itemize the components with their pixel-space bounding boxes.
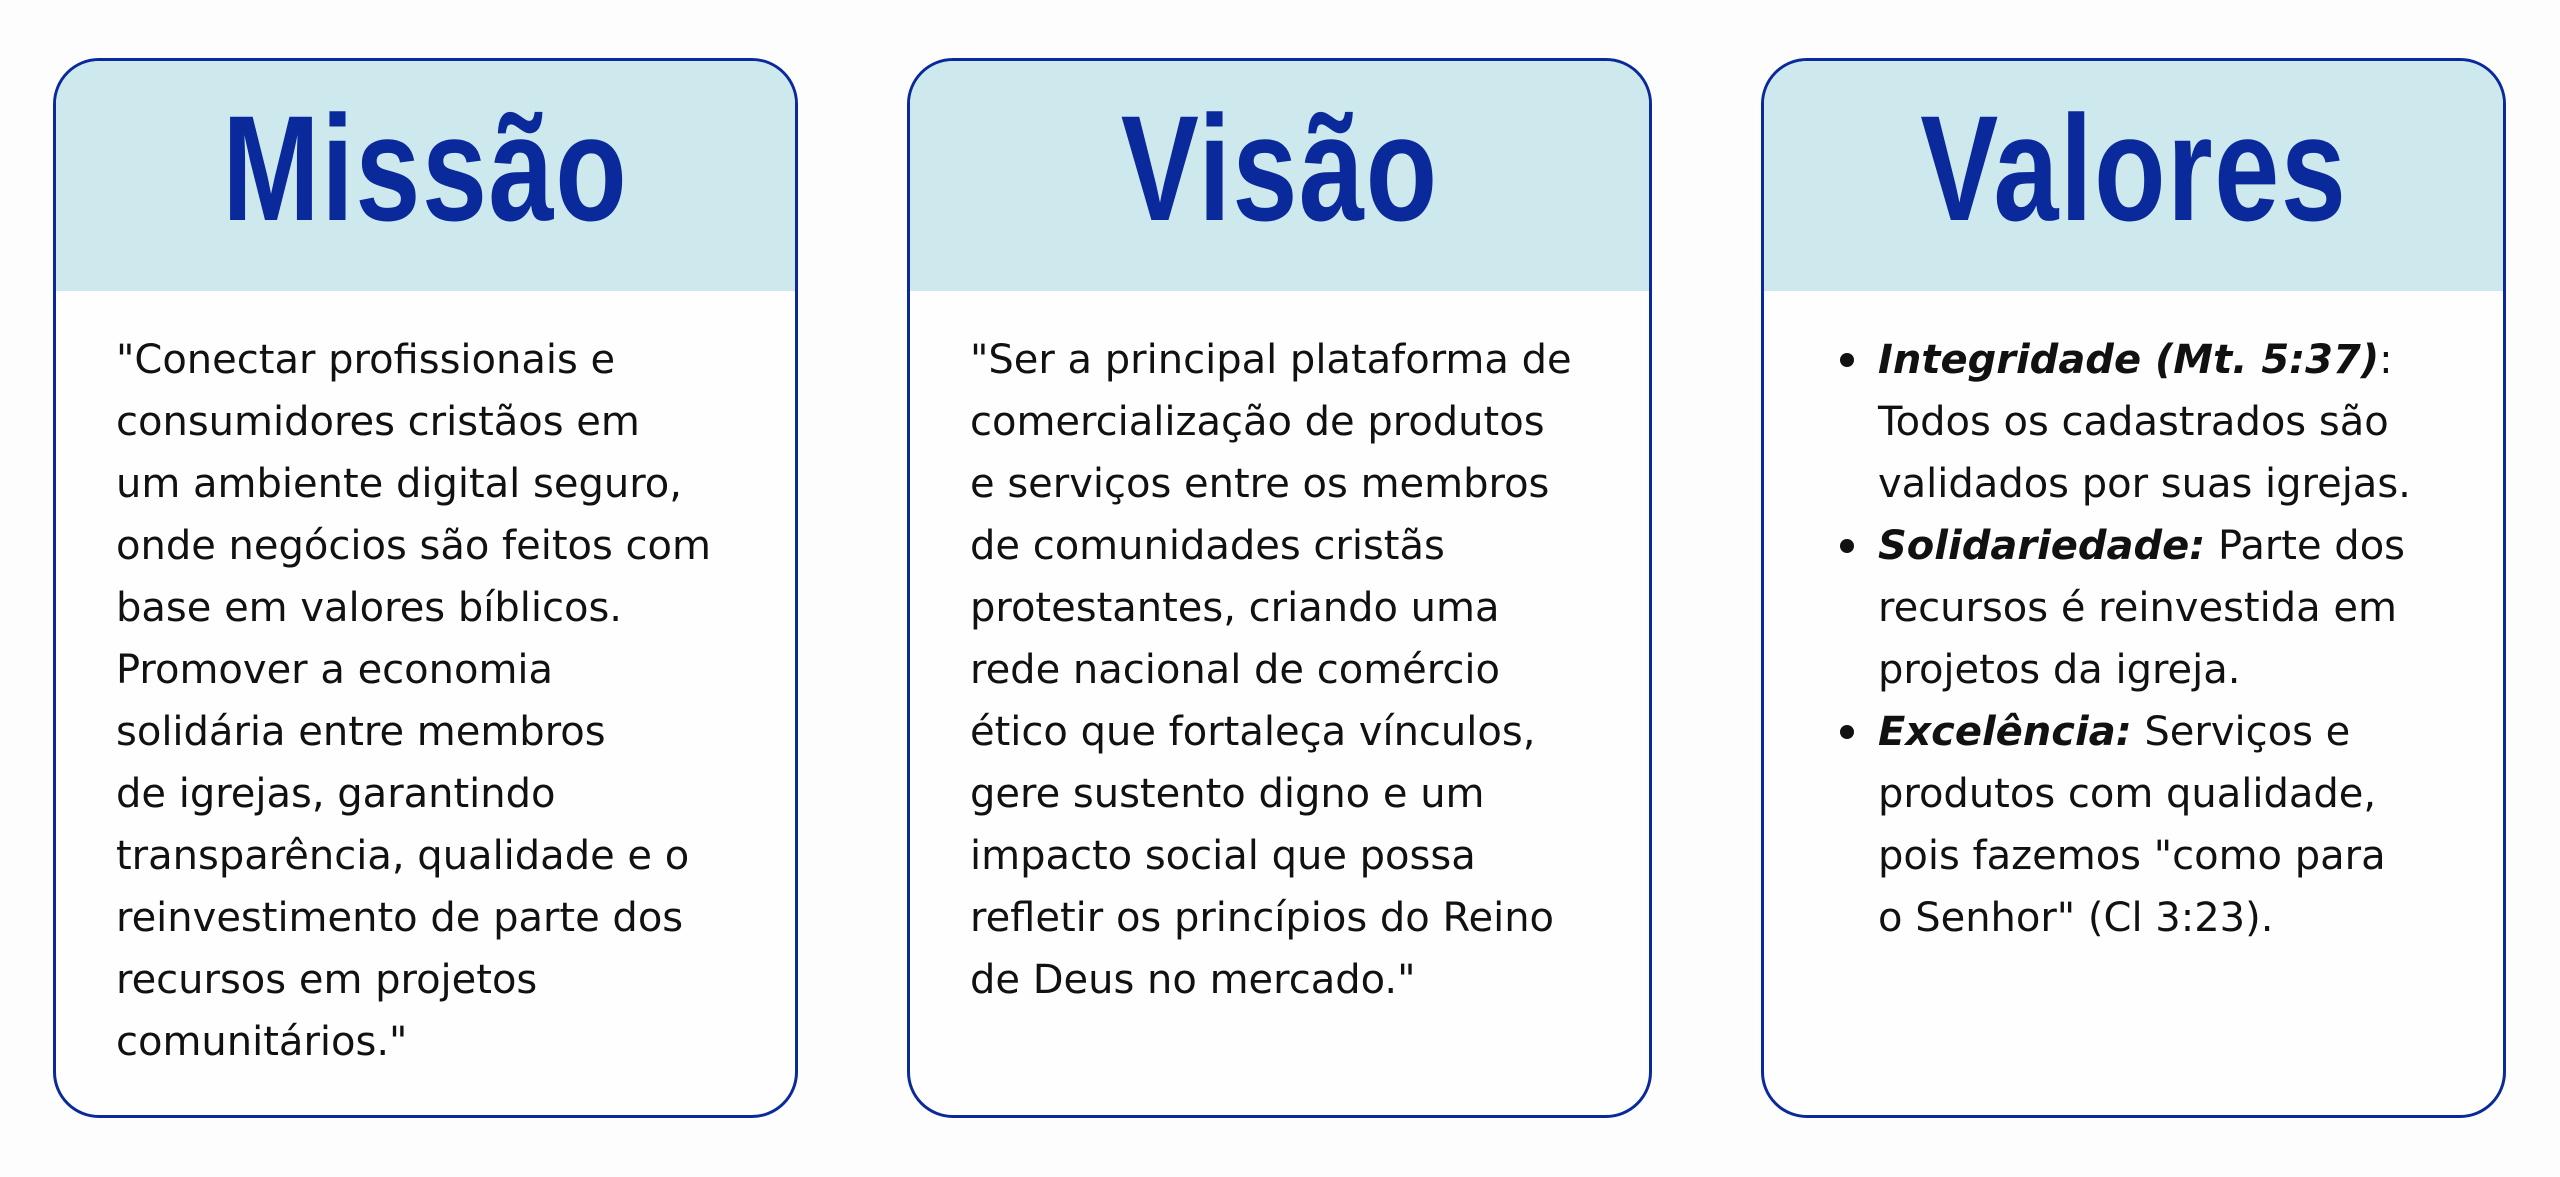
value-text: Todos os cadastrados são validados por suas igrejas. [1878, 399, 2411, 507]
value-text: Parte dos recursos é reinvestida em projetos da igreja. [1878, 523, 2406, 693]
vision-card-body [910, 329, 1649, 1011]
values-card-header [1764, 61, 2503, 291]
values-card-body [1764, 329, 2503, 949]
mission-text: "Conectar profissionais e consumidores cristãos em um ambiente digital seguro, onde negócios são feitos com base em valores bíblicos. Promover a economia solidária entre membros de igrejas, garantindo transparência, qualidade e o reinvestimento de parte dos recursos em projetos comunitários." [116, 337, 711, 1065]
vision-card-header [910, 61, 1649, 291]
mission-card-header [56, 61, 795, 291]
mission-title: Missão [222, 84, 629, 252]
bullet-icon [1840, 725, 1854, 739]
bullet-icon [1840, 353, 1854, 367]
values-title: Valores [1919, 84, 2348, 252]
mission-card-body [56, 329, 795, 1073]
value-name: Solidariedade: [1878, 523, 2206, 569]
value-name: Integridade (Mt. 5:37) [1878, 337, 2380, 383]
value-name: Excelência: [1878, 709, 2132, 755]
value-separator: : [2379, 337, 2393, 383]
vision-card [907, 58, 1652, 1118]
values-card [1761, 58, 2506, 1118]
value-item-excellence [1824, 701, 2443, 949]
value-text: Serviços e produtos com qualidade, pois fazemos "como para o Senhor" (Cl 3:23). [1878, 709, 2386, 941]
bullet-icon [1840, 539, 1854, 553]
values-list [1824, 329, 2443, 949]
value-item-integrity [1824, 329, 2443, 515]
vision-title: Visão [1120, 84, 1439, 252]
mission-card [53, 58, 798, 1118]
value-item-solidarity [1824, 515, 2443, 701]
vision-text: "Ser a principal plataforma de comercialização de produtos e serviços entre os membros de comunidades cristãs protestantes, criando uma rede nacional de comércio ético que fortaleça vínculos, gere sustento digno e um impacto social que possa refletir os princípios do Reino de Deus no mercado." [970, 337, 1572, 1003]
